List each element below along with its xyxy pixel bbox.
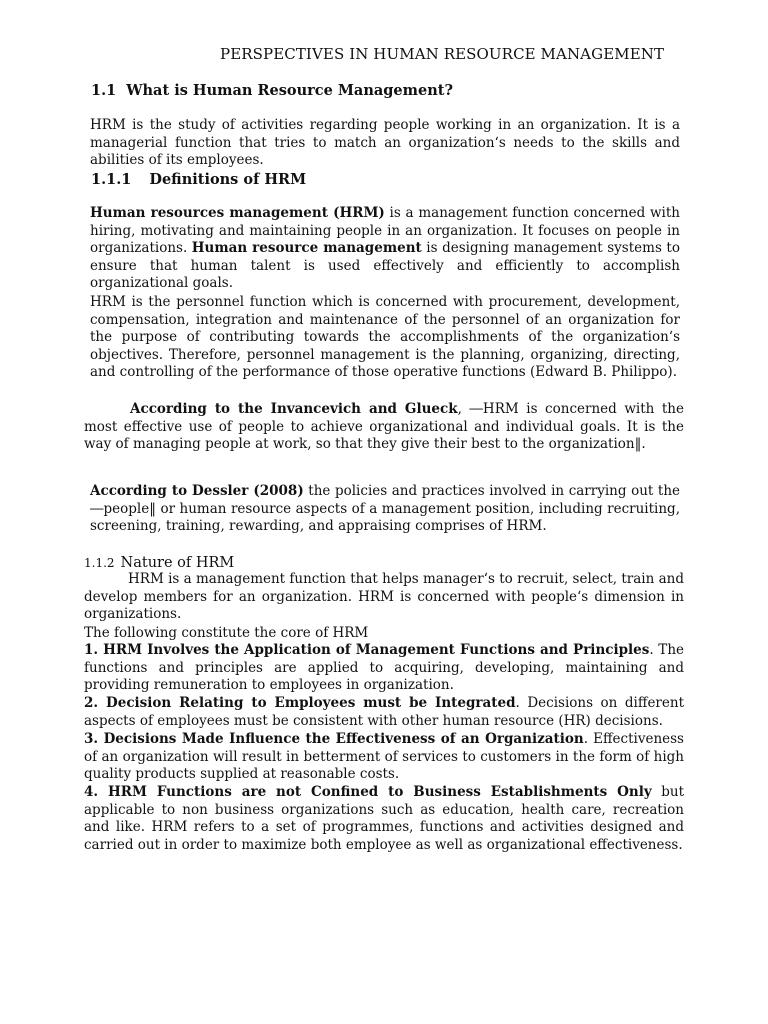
section-heading-1-1-1	[91, 171, 306, 188]
point-text: . Effectiveness of an organization will result in betterment of services to customers in the form of high quality products supplied at reasonable costs.	[84, 731, 684, 782]
nature-point-2	[84, 695, 684, 730]
paragraph-definition-4	[90, 483, 680, 536]
paragraph-nature-intro	[84, 571, 684, 624]
paragraph-hrm-intro: HRM is the study of activities regarding people working in an organization. It is a managerial function that tries to match an organization‘s needs to the skills and abilities of its employees.	[90, 117, 680, 168]
paragraph-definition-3	[84, 401, 684, 454]
paragraph-definition-1	[90, 205, 680, 293]
nature-point-4	[84, 784, 684, 854]
definition-term: Human resource management	[191, 240, 422, 256]
section-heading-1-1	[91, 82, 453, 99]
point-lead: 4. HRM Functions are not Confined to Business Establishments Only	[84, 784, 652, 800]
point-text: but applicable to non business organizations such as education, health care, recreation and like. HRM refers to a set of programmes, functions and activities designed and carried out in order to maximize both employee as well as organizational effectiveness.	[84, 784, 684, 853]
nature-point-1	[84, 642, 684, 695]
document-title: PERSPECTIVES IN HUMAN RESOURCE MANAGEMENT	[220, 45, 665, 63]
section-heading-1-1-2	[84, 555, 234, 571]
definition-text: is designing management systems to ensure that human talent is used effectively and efficiently to accomplish organizational goals.	[90, 240, 680, 291]
point-lead: 1. HRM Involves the Application of Management Functions and Principles	[84, 642, 650, 658]
definition-term: According to Dessler (2008)	[90, 483, 304, 499]
definition-text: is a management function concerned with hiring, motivating and maintaining people in an organization. It focuses on people in organizations.	[90, 205, 680, 256]
section-title: Nature of HRM	[120, 555, 235, 571]
definition-text: the policies and practices involved in carrying out the ―people‖ or human resource aspects of a management position, including recruiting, screening, training, rewarding, and appraising comprises of HRM.	[90, 483, 680, 534]
definition-term: Human resources management (HRM)	[90, 205, 385, 221]
section-number: 1.1.1	[91, 171, 132, 188]
definition-text: , ―HRM is concerned with the most effective use of people to achieve organizational and individual goals. It is the way of managing people at work, so that they give their best to the organization‖.	[84, 401, 684, 452]
nature-point-3	[84, 731, 684, 784]
point-text: . The functions and principles are applied to acquiring, developing, maintaining and providing remuneration to employees in organization.	[84, 642, 685, 693]
point-lead: 2. Decision Relating to Employees must be Integrated	[84, 695, 516, 711]
core-of-hrm-line: The following constitute the core of HRM	[84, 625, 369, 641]
point-lead: 3. Decisions Made Influence the Effectiveness of an Organization	[84, 731, 584, 747]
nature-intro-text: HRM is a management function that helps manager‘s to recruit, select, train and develop members for an organization. HRM is concerned with people‘s dimension in organizations.	[84, 571, 684, 622]
section-title: Definitions of HRM	[149, 171, 307, 188]
section-number: 1.1.2	[84, 556, 115, 570]
section-title: What is Human Resource Management?	[126, 82, 453, 99]
point-text: . Decisions on different aspects of employees must be consistent with other human resource (HR) decisions.	[84, 695, 684, 729]
definition-term: According to the Invancevich and Glueck	[130, 401, 458, 417]
section-number: 1.1	[91, 82, 117, 99]
paragraph-definition-2: HRM is the personnel function which is concerned with procurement, development, compensation, integration and maintenance of the personnel of an organization for the purpose of contributing towards the accomplishments of the organization‘s objectives. Therefore, personnel management is the planning, organizing, directing, and controlling of the performance of those operative functions (Edward B. Philippo).	[90, 294, 680, 380]
